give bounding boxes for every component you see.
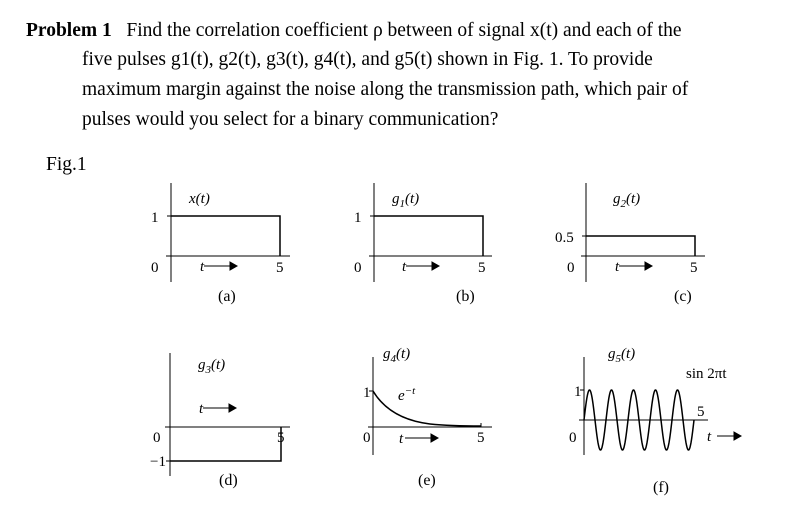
panel-d-time-label: t [199,401,204,417]
panel-e-curve-label: $e^{-t}$ [398,385,416,404]
panel-d-time-arrowhead [229,404,236,412]
panel-d [165,353,290,476]
panel-b-caption: (b) [456,288,475,305]
panel-a-caption: (a) [218,288,236,305]
panel-d-pulse [170,427,281,461]
panel-a-end-label: 5 [276,260,284,276]
panel-f-zero-label: 0 [569,430,577,446]
panel-f-caption: (f) [653,479,669,496]
panel-d-end-label: 5 [277,430,285,446]
panel-b-amp-label: 1 [354,210,362,226]
panel-b-zero-label: 0 [354,260,362,276]
panel-b [369,183,492,282]
panel-e-caption: (e) [418,472,436,489]
panel-b-time-label: t [402,259,407,275]
panel-a [166,183,290,282]
panel-e-exp-curve [373,391,481,426]
panel-b-time-arrowhead [432,262,439,270]
panel-c-zero-label: 0 [567,260,575,276]
problem-heading: Problem 1 [26,20,112,41]
panel-d-zero-label: 0 [153,430,161,446]
panel-a-time-label: t [200,259,205,275]
panel-e [368,357,492,455]
panel-f-time-arrowhead [734,432,741,440]
panel-e-signal-label: $g_4(t)$ [383,346,411,365]
panel-a-zero-label: 0 [151,260,159,276]
panel-e-time-label: t [399,431,404,447]
problem-text-1: Find the correlation coefficient ρ between of signal x(t) and each of the [126,20,682,41]
panel-a-signal-label: x(t) [189,191,210,207]
panel-c-end-label: 5 [690,260,698,276]
panel-b-signal-label: $g_1(t)$ [392,191,420,210]
panel-c-amp-label: 0.5 [555,230,574,246]
problem-line-2: five pulses g1(t), g2(t), g3(t), g4(t), and g5(t) shown in Fig. 1. To provide [82,49,653,70]
panel-a-amp-label: 1 [151,210,159,226]
panel-f-curve-label: sin 2πt [686,366,727,382]
panel-d-caption: (d) [219,472,238,489]
panel-d-signal-label: $g_3(t)$ [198,357,226,376]
problem-line-4: pulses would you select for a binary communication? [82,109,499,130]
panel-f-end-label: 5 [697,404,705,420]
panel-c [581,183,705,282]
panel-c-time-arrowhead [645,262,652,270]
panel-e-end-label: 5 [477,430,485,446]
panel-d-amp-label: −1 [150,454,166,470]
panel-a-pulse [171,216,280,256]
panel-c-caption: (c) [674,288,692,305]
problem-line-3: maximum margin against the noise along the transmission path, which pair of [82,79,689,100]
panel-f-amp-label: 1 [574,384,582,400]
panel-f-signal-label: $g_5(t)$ [608,346,636,365]
panel-e-time-arrowhead [431,434,438,442]
panel-b-end-label: 5 [478,260,486,276]
figure-label: Fig.1 [46,154,87,175]
panel-a-time-arrowhead [230,262,237,270]
panel-b-pulse [374,216,483,256]
panel-f-time-label: t [707,429,712,445]
panel-c-signal-label: $g_2(t)$ [613,191,641,210]
panel-e-zero-label: 0 [363,430,371,446]
panel-c-pulse [586,236,695,256]
panel-e-amp-label: 1 [363,385,371,401]
panel-c-time-label: t [615,259,620,275]
